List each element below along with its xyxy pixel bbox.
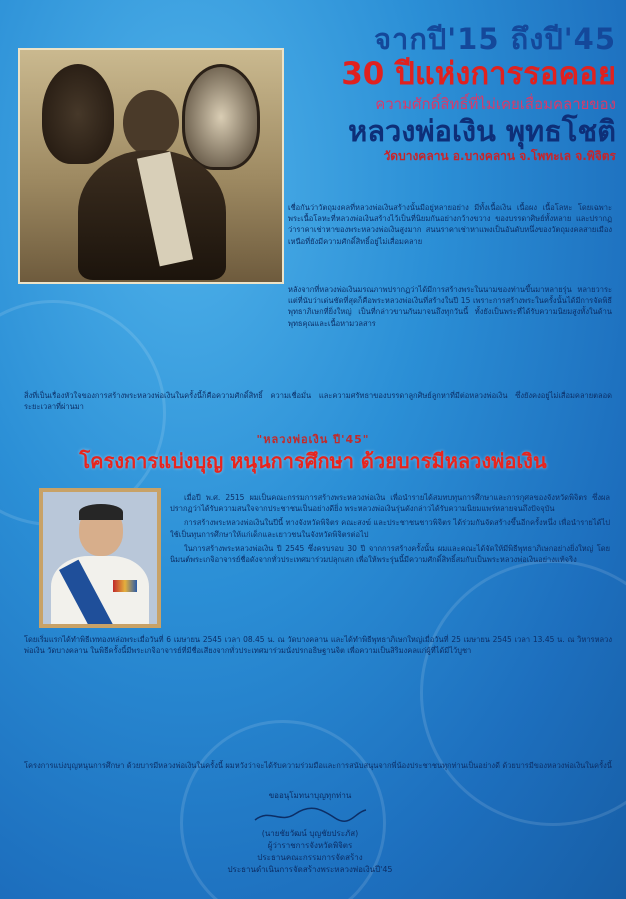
intro-paragraph-2: หลังจากที่หลวงพ่อเงินมรณภาพปรากฏว่าได้มีการสร้างพระในนามของท่านขึ้นมาหลายรุ่น หลายวาระ แต่ที่นับว่าเด่นชัดที่สุดก็คือพระหลวงพ่อเงินที่สร้างในปี 15 เพราะการสร้างพระในครั้งนั้นได้มีการจัดพิธีพุทธาภิเษกที่ยิ่งใหญ่ เป็นที่กล่าวขานกันมาจนถึงทุกวันนี้ ทั้งยังเป็นพระที่ได้รับความนิยมสูงทั้งในด้านพุทธคุณและเนื้อหามวลสาร bbox=[288, 285, 612, 328]
intro-paragraph-1: เชื่อกันว่าวัตถุมงคลที่หลวงพ่อเงินสร้างนั้นมีอยู่หลายอย่าง มีทั้งเนื้อเงิน เนื้อผง เนื้อโลหะ โดยเฉพาะพระเนื้อโลหะที่หลวงพ่อเงินสร้างไว้เป็นที่นิยมกันอย่างกว้างขวาง ของบรรดาศิษย์ทั้งหลาย และปรากฏว่าราคาเช่าหาของพระหลวงพ่อเงินสูงมาก สนนราคาเช่าหาแพงเป็นอันดับหนึ่งของวัตถุมงคลสายเมืองเหนือที่ยังมีความศักดิ์สิทธิ์อยู่ไม่เสื่อมคลาย bbox=[288, 203, 612, 246]
title-years: จากปี'15 ถึงปี'45 bbox=[374, 22, 616, 56]
body-paragraph-4: โดยเริ่มแรกได้ทำพิธีเททองหล่อพระเมื่อวันที่ 6 เมษายน 2545 เวลา 08.45 น. ณ วัดบางคลาน และได้ทำพิธีพุทธาภิเษกใหญ่เมื่อวันที่ 25 เมษายน 2545 เวลา 13.45 น. ณ วิหารหลวงพ่อเงิน วัดบางคลาน ในพิธีครั้งนี้มีพระเกจิอาจารย์ที่มีชื่อเสียงจากทั่วประเทศมาร่วมนั่งปรกอธิษฐานจิต เพื่อความเป็นสิริมงคลแก่ผู้ที่ได้มีไว้บูชา bbox=[24, 635, 612, 656]
signer-title-1: ผู้ว่าราชการจังหวัดพิจิตร bbox=[267, 841, 353, 850]
body-paragraph-2: การสร้างพระหลวงพ่อเงินในปีนี้ ทางจังหวัดพิจิตร คณะสงฆ์ และประชาชนชาวพิจิตร ได้ร่วมกันจัดสร้างขึ้นอีกครั้งหนึ่ง เพื่อนำรายได้ไปใช้เป็นทุนการศึกษาให้แก่เด็กและเยาวชนในจังหวัดพิจิตรต่อไป bbox=[170, 518, 610, 539]
fan-left-icon bbox=[42, 64, 114, 164]
subtitle: ความศักดิ์สิทธิ์ที่ไม่เคยเสื่อมคลายของ bbox=[375, 95, 616, 113]
closing-text: ขออนุโมทนาบุญทุกท่าน bbox=[268, 791, 352, 800]
monk-name: หลวงพ่อเงิน พุทธโชติ bbox=[348, 114, 616, 148]
portrait-medals bbox=[113, 580, 137, 592]
body-paragraphs-top bbox=[170, 492, 610, 632]
signer-title-2: ประธานคณะกรรมการจัดสร้าง bbox=[257, 853, 363, 862]
signature-block bbox=[160, 790, 460, 876]
signer-name: (นายชัยวัฒน์ บุญชัยประภัส) bbox=[261, 829, 359, 838]
handwritten-signature-icon bbox=[250, 804, 370, 826]
governor-portrait bbox=[39, 488, 161, 628]
intro-paragraph-3: สิ่งที่เป็นเรื่องหัวใจของการสร้างพระหลวงพ่อเงินในครั้งนี้ก็คือความศักดิ์สิทธิ์ ความเชื่อมั่น และความศรัทธาของบรรดาลูกศิษย์ลูกหาที่มีต่อหลวงพ่อเงิน ซึ่งยังคงอยู่ไม่เสื่อมคลายตลอดระยะเวลาที่ผ่านมา bbox=[24, 391, 612, 412]
portrait-hair bbox=[79, 504, 123, 520]
body-paragraph-3: ในการสร้างพระหลวงพ่อเงิน ปี 2545 ซึ่งครบรอบ 30 ปี จากการสร้างครั้งนั้น ผมและคณะได้จัดให้มีพิธีพุทธาภิเษกอย่างยิ่งใหญ่ โดยนิมนต์พระเกจิอาจารย์ชื่อดังจากทั่วประเทศมาร่วมปลุกเสก เพื่อให้พระรุ่นนี้มีความศักดิ์สิทธิ์สมกับเป็นพระหลวงพ่อเงินอย่างแท้จริง bbox=[170, 543, 610, 565]
body-paragraph-5: โครงการแบ่งบุญหนุนการศึกษา ด้วยบารมีหลวงพ่อเงินในครั้งนี้ ผมหวังว่าจะได้รับความร่วมมือและการสนับสนุนจากพี่น้องประชาชนทุกท่านเป็นอย่างดี ด้วยบารมีของหลวงพ่อเงินในครั้งนี้ bbox=[24, 761, 612, 770]
header bbox=[286, 22, 616, 164]
title-30-years: 30 ปีแห่งการรอคอย bbox=[341, 56, 616, 92]
temple-location: วัดบางคลาน อ.บางคลาน จ.โพทะเล จ.พิจิตร bbox=[383, 149, 616, 163]
body-paragraph-1: เมื่อปี พ.ศ. 2515 ผมเป็นคณะกรรมการสร้างพระหลวงพ่อเงิน เพื่อนำรายได้สมทบทุนการศึกษาและการกุศลของจังหวัดพิจิตร ซึ่งผลปรากฏว่าได้รับความสนใจจากประชาชนเป็นอย่างดียิ่ง พระหลวงพ่อเงินรุ่นดังกล่าวได้รับความนิยมแพร่หลายจนถึงปัจจุบัน bbox=[170, 493, 610, 514]
monk-head bbox=[123, 90, 179, 156]
section-title: โครงการแบ่งบุญ หนุนการศึกษา ด้วยบารมีหลวงพ่อเงิน bbox=[79, 449, 547, 473]
fan-right-icon bbox=[182, 64, 260, 170]
monk-photo bbox=[18, 48, 284, 284]
signer-title-3: ประธานดำเนินการจัดสร้างพระหลวงพ่อเงินปี'45 bbox=[227, 865, 393, 874]
quote-caption: "หลวงพ่อเงิน ปี'45" bbox=[256, 433, 370, 446]
